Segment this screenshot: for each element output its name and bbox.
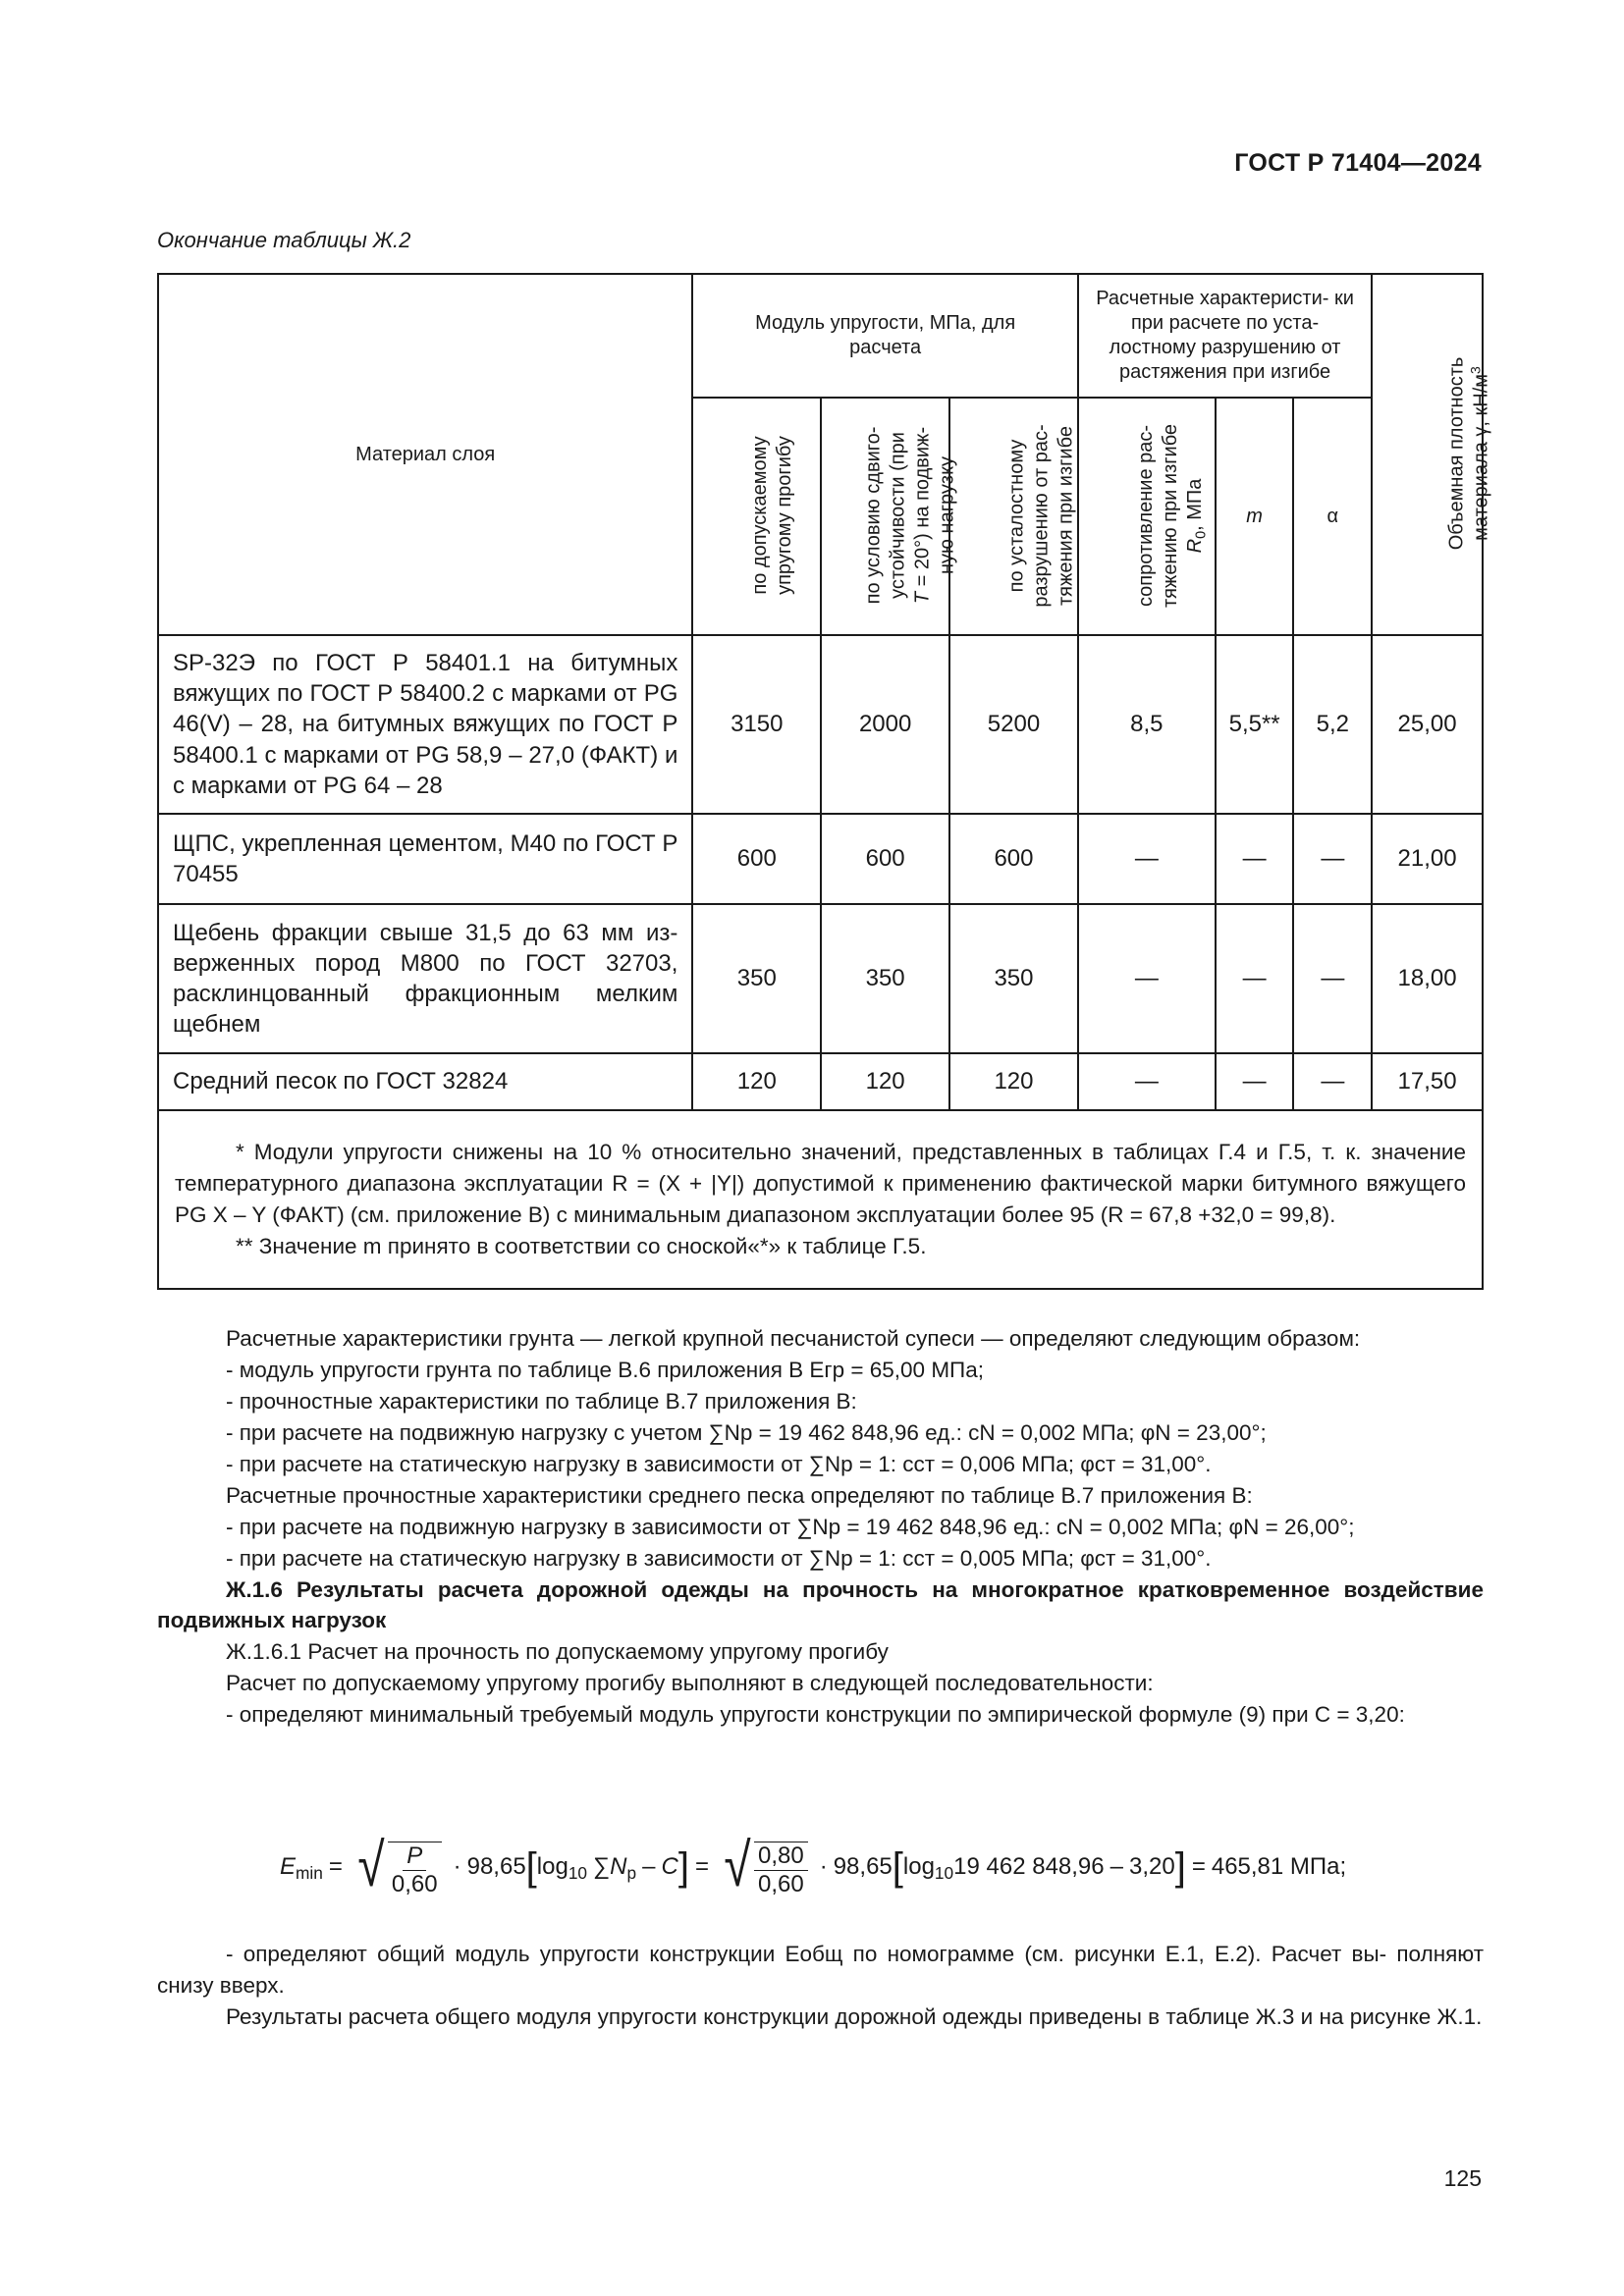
para-sequence: Расчет по допускаемому упругому прогибу выполняют в следующей последовательности: xyxy=(226,1671,1154,1696)
formula-result: 465,81 МПа; xyxy=(1211,1853,1347,1880)
col-fatigue-l3: тяжения при изгибе xyxy=(1055,425,1077,606)
footnotes-cell xyxy=(158,1110,1483,1289)
cell-m: — xyxy=(1216,904,1294,1053)
cell-e-shear: 600 xyxy=(821,814,949,904)
formula-c: C xyxy=(661,1853,678,1880)
para-min-modulus: - определяют минимальный требуемый модуль упругости конструкции по эмпирической формуле (9) при C = 3,20: xyxy=(226,1702,1405,1728)
para-results: Результаты расчета общего модуля упругости конструкции дорожной одежды приведены в таблице Ж.3 и на рисунке Ж.1. xyxy=(226,2003,1483,2029)
formula-val-num: 0,80 xyxy=(754,1842,808,1871)
header-density xyxy=(1372,274,1492,635)
table-footnotes xyxy=(158,1110,1483,1289)
cell-e-deflection: 350 xyxy=(692,904,821,1053)
cell-material: SP-32Э по ГОСТ Р 58401.1 на битумных вяжущих по ГОСТ Р 58400.2 с марками от PG 46(V) – 28, на битумных вяжущих по ГОСТ Р 58400.1 с марками от PG 58,9 – 27,0 (ФАКТ) и с марками от PG 64 – 28 xyxy=(158,635,692,814)
col-shear-l4: ную нагрузку xyxy=(936,456,958,575)
header-col-alpha: α xyxy=(1293,398,1372,635)
col-fatigue-l1: по усталостному xyxy=(1005,439,1028,593)
col-res-l2: тяжению при изгибе xyxy=(1159,423,1181,608)
header-col-m: m xyxy=(1216,398,1294,635)
header-material: Материал слоя xyxy=(158,274,692,635)
cell-r0: — xyxy=(1078,904,1216,1053)
page-number: 125 xyxy=(1443,2165,1482,2191)
formula-sqrt-1: √ $\frac{P}{0,60}$ xyxy=(354,1836,442,1898)
cell-e-fatigue: 120 xyxy=(949,1053,1078,1110)
cell-m: — xyxy=(1216,814,1294,904)
formula-p: P xyxy=(403,1842,426,1871)
para-sand-static: - при расчете на статическую нагрузку в зависимости от ∑Nр = 1: cст = 0,005 МПа; φст = 31,00°. xyxy=(226,1545,1212,1571)
header-density-l1: Объемная плотность xyxy=(1445,357,1468,551)
footnote-2: ** Значение m принято в соответствии со сноской«*» к таблице Г.5. xyxy=(236,1233,927,1258)
cell-density: 25,00 xyxy=(1372,635,1483,814)
header-col-resistance xyxy=(1078,398,1216,635)
footnote-1: * Модули упругости снижены на 10 % относительно значений, представленных в таблицах Г.4 и Г.5, т. к. значение температурного диапазона эксплуатации R = (X + |Y|) допустимой к применению фактической марки битумного вяжущего PG X – Y (ФАКТ) (см. приложение В) с минимальным диапазоном эксплуатации более 95 (R = 67,8 +32,0 = 99,8). xyxy=(175,1140,1466,1227)
cell-density: 21,00 xyxy=(1372,814,1483,904)
col-shear-l2: устойчивости (при xyxy=(887,432,909,600)
formula-den-1: 0,60 xyxy=(391,1871,438,1897)
para-soil-modulus: - модуль упругости грунта по таблице В.6 приложения В Eгр = 65,00 МПа; xyxy=(226,1357,984,1382)
col-shear-l1: по условию сдвиго- xyxy=(862,427,885,605)
header-col-fatigue xyxy=(949,398,1078,635)
table-row xyxy=(158,635,1483,814)
section-heading: Ж.1.6 Результаты расчета дорожной одежды на прочность на многократное кратковременное воздействие подвижных нагрузок xyxy=(157,1576,1484,1633)
body-text-block-2 xyxy=(157,1939,1484,2033)
cell-e-fatigue: 600 xyxy=(949,814,1078,904)
cell-r0: 8,5 xyxy=(1078,635,1216,814)
cell-material: ЩПС, укрепленная цементом, М40 по ГОСТ Р 70455 xyxy=(158,814,692,904)
table-row xyxy=(158,814,1483,904)
cell-alpha: — xyxy=(1293,904,1372,1053)
formula-log-1: $\log_{10}$ xyxy=(536,1853,588,1884)
cell-e-deflection: 600 xyxy=(692,814,821,904)
cell-alpha: 5,2 xyxy=(1293,635,1372,814)
document-code: ГОСТ Р 71404—2024 xyxy=(1234,149,1482,177)
para-sand-intro: Расчетные прочностные характеристики среднего песка определяют по таблице В.7 приложения В: xyxy=(226,1482,1253,1508)
formula-n-value: 19 462 848,96 xyxy=(953,1853,1105,1880)
col-res-l3: $R_0$, МПа xyxy=(1183,478,1210,554)
para-soil-strength: - прочностные характеристики по таблице В.7 приложения В: xyxy=(226,1388,857,1414)
cell-e-deflection: 3150 xyxy=(692,635,821,814)
cell-material: Щебень фракции свыше 31,5 до 63 мм из- верженных пород М800 по ГОСТ 32703, расклинцованный фракционным мелким щебнем xyxy=(158,904,692,1053)
cell-density: 17,50 xyxy=(1372,1053,1483,1110)
body-text-block-1 xyxy=(157,1323,1484,1731)
formula-emin: $E_{min}$ = √ $\frac{P}{0,60}$ · 98,65 [ $\log_{10}$ $\sum N_р$ – C ] = √ $\frac{0,80}{0,60}$ · 98,65 [ $\log_{10}$ 19 462 848,96 – 3,20 ] = 465,81 МПа; xyxy=(280,1832,1347,1899)
cell-alpha: — xyxy=(1293,814,1372,904)
cell-m: — xyxy=(1216,1053,1294,1110)
formula-log-2: $\log_{10}$ xyxy=(902,1853,954,1884)
cell-e-shear: 2000 xyxy=(821,635,949,814)
formula-sqrt-2: √ $\frac{0,80}{0,60}$ xyxy=(721,1836,808,1898)
para-soil-moving: - при расчете на подвижную нагрузку с учетом ∑Nр = 19 462 848,96 ед.: cN = 0,002 МПа; φN = 23,00°; xyxy=(226,1419,1267,1445)
table-caption: Окончание таблицы Ж.2 xyxy=(157,228,411,252)
subsection-heading: Ж.1.6.1 Расчет на прочность по допускаемому упругому прогибу xyxy=(226,1639,889,1665)
para-sand-moving: - при расчете на подвижную нагрузку в зависимости от ∑Nр = 19 462 848,96 ед.: cN = 0,002 МПа; φN = 26,00°; xyxy=(226,1514,1355,1539)
para-soil-intro: Расчетные характеристики грунта — легкой крупной песчанистой супеси — определяют следующим образом: xyxy=(226,1326,1361,1351)
formula-sum-n: $\sum N_р$ xyxy=(593,1853,637,1884)
table-row xyxy=(158,1053,1483,1110)
materials-table xyxy=(157,273,1492,1290)
table-row xyxy=(158,904,1483,1053)
cell-material: Средний песок по ГОСТ 32824 xyxy=(158,1053,692,1110)
formula-den-2: 0,60 xyxy=(757,1871,804,1897)
col-fatigue-l2: разрушению от рас- xyxy=(1030,424,1053,608)
cell-e-deflection: 120 xyxy=(692,1053,821,1110)
formula-c-value: 3,20 xyxy=(1128,1853,1175,1880)
cell-density: 18,00 xyxy=(1372,904,1483,1053)
header-fatigue-group: Расчетные характеристи- ки при расчете по уста- лостному разрушению от растяжения при изгибе xyxy=(1078,274,1372,398)
cell-e-fatigue: 5200 xyxy=(949,635,1078,814)
para-soil-static: - при расчете на статическую нагрузку в зависимости от ∑Nр = 1: cст = 0,006 МПа; φст = 31,00°. xyxy=(226,1451,1212,1476)
cell-e-shear: 350 xyxy=(821,904,949,1053)
header-col-deflection xyxy=(692,398,821,635)
cell-r0: — xyxy=(1078,814,1216,904)
col-shear-l3: T = 20°) на подвиж- xyxy=(911,427,934,605)
cell-alpha: — xyxy=(1293,1053,1372,1110)
col-deflection-l1: по допускаемому xyxy=(749,436,772,596)
para-total-modulus: - определяют общий модуль упругости конструкции Eобщ по номограмме (см. рисунки Е.1, Е.2). Расчет вы- полняют снизу вверх. xyxy=(157,1942,1484,1998)
cell-e-shear: 120 xyxy=(821,1053,949,1110)
formula-coef-2: 98,65 xyxy=(833,1853,893,1880)
col-res-l1: сопротивление рас- xyxy=(1134,424,1157,607)
cell-e-fatigue: 350 xyxy=(949,904,1078,1053)
header-col-shear xyxy=(821,398,958,635)
header-density-l2: материала γ, $кН/м^3$ xyxy=(1467,366,1492,542)
col-deflection-l2: упругому прогибу xyxy=(774,436,796,596)
formula-lhs: $E_{min}$ xyxy=(280,1853,323,1884)
cell-m: 5,5** xyxy=(1216,635,1294,814)
cell-r0: — xyxy=(1078,1053,1216,1110)
header-modulus-group: Модуль упругости, МПа, для расчета xyxy=(692,274,1078,398)
formula-coef-1: 98,65 xyxy=(466,1853,526,1880)
